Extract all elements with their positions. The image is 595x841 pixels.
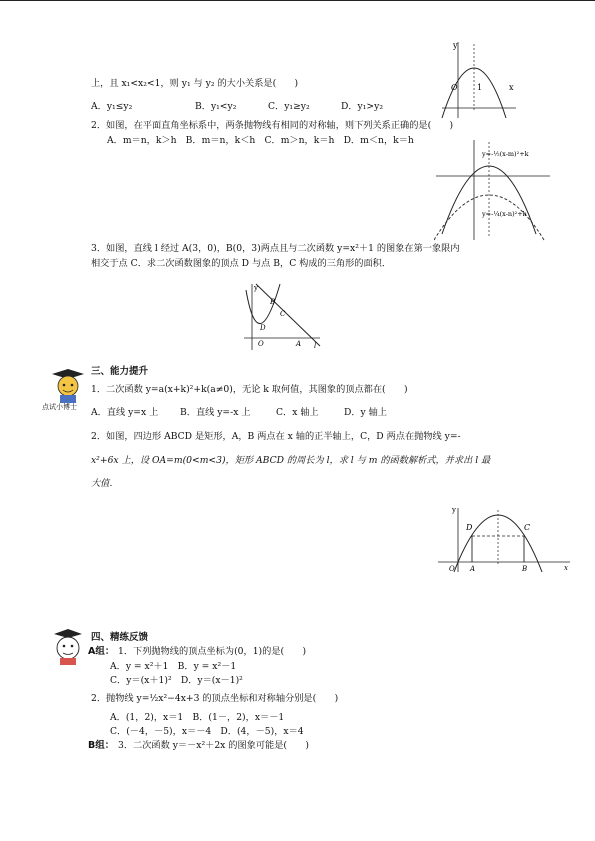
fig3-l-label: l xyxy=(314,342,317,350)
fig2-top-curve-label: y=-½(x-m)²+k xyxy=(482,150,529,158)
fig3-a-label: A xyxy=(296,340,302,348)
fig3-b-label: B xyxy=(270,298,276,306)
figure-two-parabolas xyxy=(434,138,552,246)
fig4-x-label: x xyxy=(564,564,568,572)
a1-options-2: C．y＝(x＋1)² D．y＝(x－1)² xyxy=(110,675,243,686)
fig2-bottom-curve-label: y=-¼(x-n)²+h xyxy=(482,210,527,218)
s3-q2-line1: 2．如图，四边形 ABCD 是矩形，A，B 两点在 x 轴的正半轴上，C，D 两点在抛物线 y=- xyxy=(91,431,461,442)
fig-top-o-label: O xyxy=(451,83,458,92)
fig-top-x-label: x xyxy=(509,83,514,92)
figure-rectangle-parabola xyxy=(436,504,572,578)
group-a-label: A组： xyxy=(88,646,115,657)
fig3-c-label: C xyxy=(280,310,286,318)
fig4-y-label: y xyxy=(452,506,456,514)
fig4-c-label: C xyxy=(524,523,531,532)
fig3-o-label: O xyxy=(258,340,264,348)
q3-line2: 相交于点 C．求二次函数图象的顶点 D 与点 B，C 构成的三角形的面积． xyxy=(91,258,392,269)
q2-options: A．m＝n，k＞h B．m＝n，k＜h C．m＞n，k＝h D．m＜n，k＝h xyxy=(107,135,414,146)
s3-q1-option-a: A．直线 y=x 上 xyxy=(91,407,159,418)
mascot-caption: 点试小博士 xyxy=(42,403,77,411)
s3-q1-stem: 1．二次函数 y=a(x+k)²+k(a≠0)，无论 k 取何值，其图象的顶点都在( ) xyxy=(91,384,408,395)
prev-option-d: D．y₁>y₂ xyxy=(341,101,383,112)
mascot-thinking-icon xyxy=(48,628,88,670)
fig4-a-label: A xyxy=(470,565,476,573)
fig3-y-label: y xyxy=(254,284,258,292)
s3-q2-line2: x²+6x 上，设 OA=m(0<m<3)，矩形 ABCD 的周长为 l，求 l 与 m 的函数解析式，并求出 l 最 xyxy=(91,455,491,466)
a1-stem: 1．下列抛物线的顶点坐标为(0，1)的是( ) xyxy=(118,646,307,657)
b3-stem: 3．二次函数 y＝－x²＋2x 的图象可能是( ) xyxy=(118,740,309,751)
a1-options-1: A．y = x²＋1 B．y = x²－1 xyxy=(110,661,237,672)
a2-stem: 2．抛物线 y=½x²−4x+3 的顶点坐标和对称轴分别是( ) xyxy=(91,693,339,704)
q3-line1: 3．如图，直线 l 经过 A(3，0)，B(0，3)两点且与二次函数 y=x²＋1 的图象在第一象限内 xyxy=(91,243,460,254)
prev-option-a: A．y₁≤y₂ xyxy=(91,101,133,112)
group-b-label: B组： xyxy=(88,740,115,751)
figure-line-parabola xyxy=(240,280,330,356)
section3-title: 三、能力提升 xyxy=(91,366,149,377)
a2-options-1: A．(1，2)，x＝1 B．(1－，2)，x＝－1 xyxy=(110,712,285,723)
prev-option-b: B．y₁<y₂ xyxy=(195,101,237,112)
q2-stem: 2．如图，在平面直角坐标系中，两条抛物线有相同的对称轴，则下列关系正确的是( ) xyxy=(91,120,454,131)
s3-q2-line3: 大值． xyxy=(91,478,119,489)
fig4-b-label: B xyxy=(522,565,528,573)
s3-q1-option-c: C．x 轴上 xyxy=(276,407,319,418)
fig3-d-label: D xyxy=(260,324,266,332)
fig-top-y-label: y xyxy=(453,41,458,50)
fig4-d-label: D xyxy=(466,523,473,532)
fig-top-1-label: 1 xyxy=(477,83,483,92)
page-top-rule xyxy=(0,0,595,1)
s3-q1-option-b: B．直线 y=-x 上 xyxy=(180,407,251,418)
figure-parabola-top xyxy=(438,38,518,124)
prev-option-c: C．y₁≥y₂ xyxy=(268,101,310,112)
s3-q1-option-d: D．y 轴上 xyxy=(344,407,388,418)
prev-question-stem: 上，且 x₁<x₂<1，则 y₁ 与 y₂ 的大小关系是( ) xyxy=(91,78,299,89)
a2-options-2: C．(－4，－5)，x＝－4 D．(4，－5)，x＝4 xyxy=(110,726,304,737)
section4-title: 四、精练反馈 xyxy=(91,632,149,643)
fig4-o-label: O xyxy=(449,565,455,573)
